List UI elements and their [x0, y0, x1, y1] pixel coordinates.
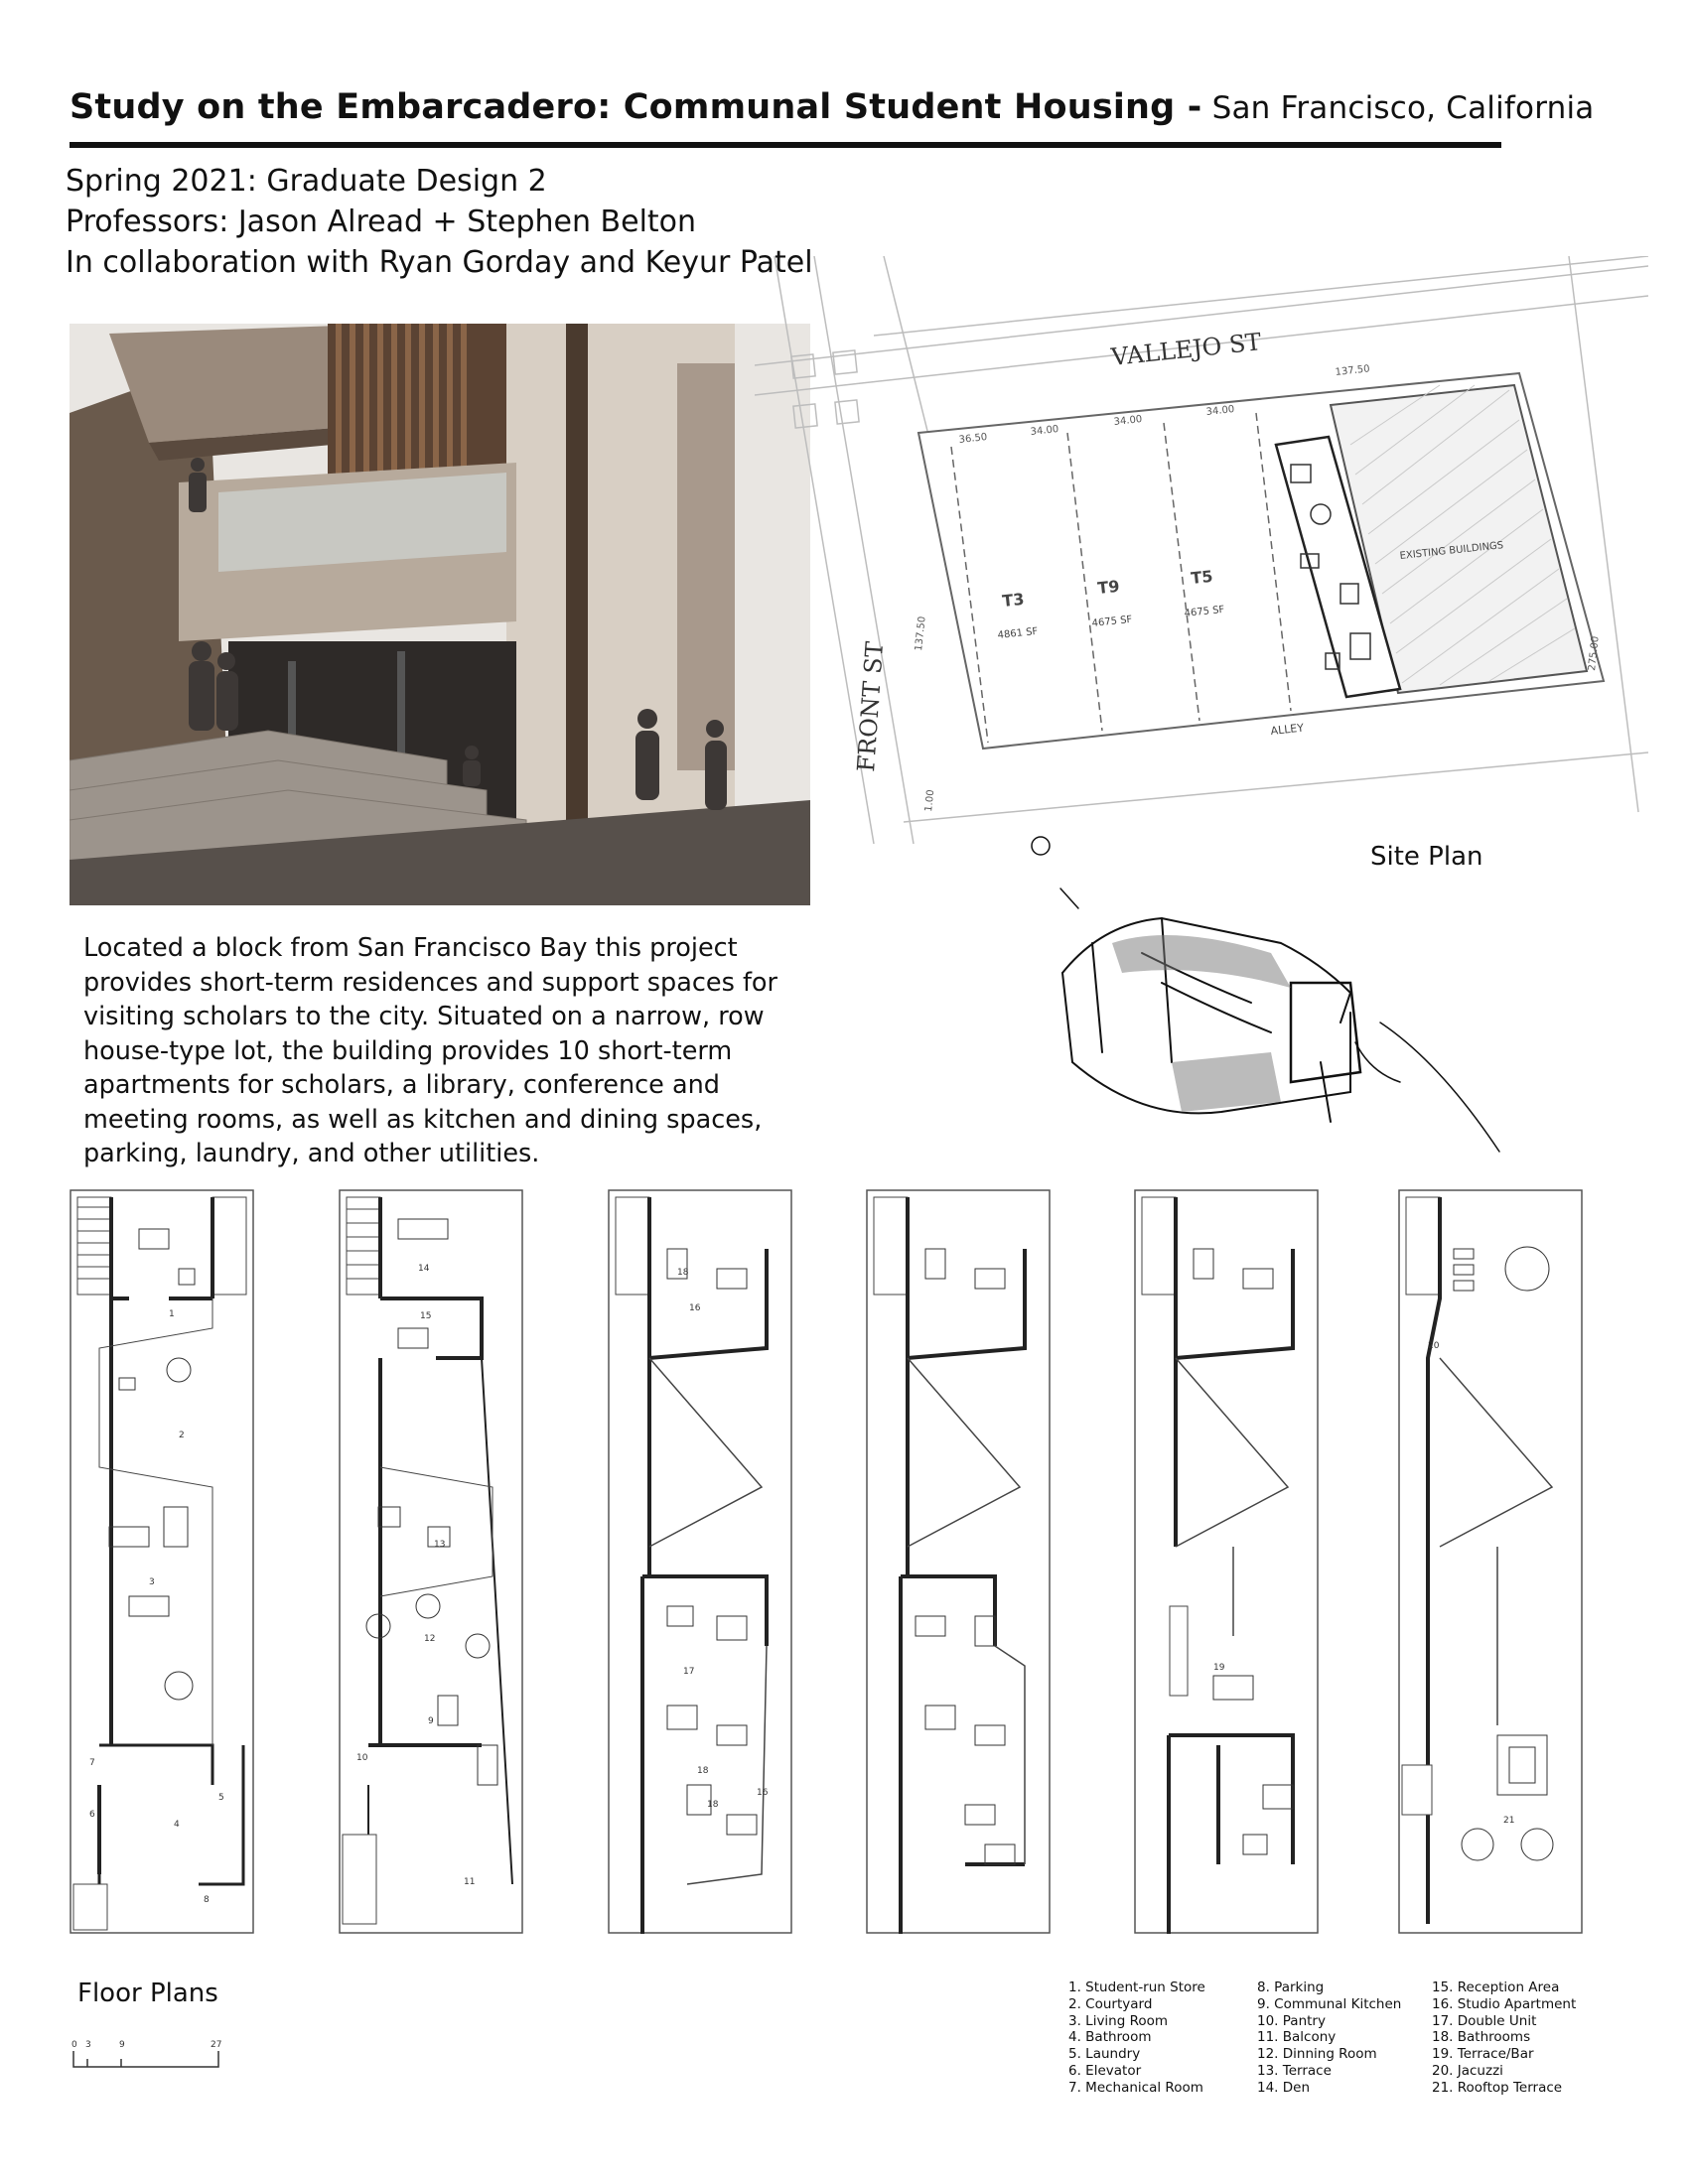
legend-item: 13. Terrace: [1257, 2062, 1332, 2079]
plan-2-label-10: 10: [356, 1753, 368, 1763]
plan-1-label-7: 7: [89, 1758, 95, 1768]
dim-4: 34.00: [1205, 404, 1235, 418]
plan-1-label-3: 3: [149, 1577, 155, 1587]
lot-t9-area: 4675 SF: [1091, 614, 1133, 629]
plan-3-label-18c: 18: [707, 1800, 719, 1810]
legend-column-3: [1432, 1979, 1576, 2097]
plan-6-label-20: 20: [1428, 1341, 1440, 1351]
plan-2-label-15: 15: [420, 1311, 432, 1321]
scale-label-0: 0: [71, 2040, 77, 2050]
floor-plan-2: [339, 1189, 523, 1934]
plan-5-label-19: 19: [1213, 1663, 1225, 1673]
professors-line: Professors: Jason Alread + Stephen Belton: [66, 205, 697, 239]
lot-t3-label: T3: [1001, 589, 1026, 611]
plan-2-label-9: 9: [428, 1716, 434, 1726]
legend-item: 1. Student-run Store: [1068, 1979, 1205, 1995]
lot-t5-area: 4675 SF: [1184, 604, 1225, 619]
legend-item: 3. Living Room: [1068, 2012, 1169, 2029]
legend-item: 12. Dinning Room: [1257, 2046, 1377, 2063]
legend-item: 21. Rooftop Terrace: [1432, 2079, 1563, 2096]
floor-plan-6: [1398, 1189, 1583, 1934]
legend-item: 8. Parking: [1257, 1979, 1325, 1995]
dim-7: 275.00: [1587, 635, 1602, 672]
plan-3-label-16a: 16: [689, 1303, 701, 1313]
plan-2-label-14: 14: [418, 1264, 430, 1274]
legend-item: 6. Elevator: [1068, 2062, 1142, 2079]
title-rule: [70, 142, 1501, 148]
title-text: Study on the Embarcadero: Communal Student Housing -: [70, 87, 1202, 127]
floor-plan-1: [70, 1189, 254, 1934]
legend-item: 14. Den: [1257, 2079, 1311, 2096]
legend-item: 11. Balcony: [1257, 2029, 1337, 2046]
site-plan-drawing: [755, 256, 1648, 844]
legend-item: 18. Bathrooms: [1432, 2029, 1531, 2046]
lot-t5-label: T5: [1190, 566, 1214, 588]
plan-2-label-11: 11: [464, 1877, 476, 1887]
term-line: Spring 2021: Graduate Design 2: [66, 164, 547, 199]
scale-bar: [71, 2037, 230, 2079]
axonometric-sketch-image: [1023, 824, 1539, 1171]
title-location: San Francisco, California: [1201, 90, 1595, 126]
floor-plan-5: [1134, 1189, 1319, 1934]
plan-1-label-8: 8: [204, 1895, 210, 1905]
dim-3: 34.00: [1113, 414, 1143, 428]
project-description: Located a block from San Francisco Bay this project provides short-term residences and support spaces for visiting scholars to the city. Situated on a narrow, row house-type lot, the building provides 10 short-term apartments for scholars, a library, conference and meeting rooms, as well as kitchen and dining spaces, parking, laundry, and other utilities.: [83, 933, 778, 1168]
plan-1-label-6: 6: [89, 1810, 95, 1820]
plan-3-label-16b: 16: [757, 1788, 769, 1798]
plan-1-label-4: 4: [174, 1820, 180, 1830]
plan-2-label-12: 12: [424, 1634, 436, 1644]
street-label-front: FRONT ST: [852, 640, 890, 773]
floor-plan-4: [866, 1189, 1051, 1934]
collaboration-line: In collaboration with Ryan Gorday and Keyur Patel: [66, 245, 813, 280]
legend-item: 10. Pantry: [1257, 2012, 1326, 2029]
street-rendering-image: [70, 324, 810, 905]
existing-buildings-label: EXISTING BUILDINGS: [1399, 540, 1504, 562]
scale-label-3: 3: [85, 2040, 91, 2050]
scale-label-9: 9: [119, 2040, 125, 2050]
legend-item: 16. Studio Apartment: [1432, 1995, 1577, 2012]
plan-3-label-17: 17: [683, 1667, 695, 1677]
legend-column-2: [1257, 1979, 1401, 2097]
plan-1-label-1: 1: [169, 1309, 175, 1319]
plan-1-label-5: 5: [218, 1793, 224, 1803]
lot-t3-area: 4861 SF: [997, 625, 1039, 641]
plan-3-label-18a: 18: [677, 1268, 689, 1278]
dim-5: 137.50: [1335, 363, 1371, 378]
legend-item: 7. Mechanical Room: [1068, 2079, 1203, 2096]
dim-2: 34.00: [1030, 424, 1059, 438]
floor-plan-3: [608, 1189, 792, 1934]
dim-8: 1.00: [923, 789, 937, 813]
street-label-vallejo: VALLEJO ST: [1109, 328, 1263, 371]
plan-2-label-13: 13: [434, 1540, 446, 1550]
lot-t9-label: T9: [1096, 576, 1121, 598]
floor-plans-caption: Floor Plans: [77, 1979, 218, 2008]
site-plan-caption: Site Plan: [1370, 842, 1483, 872]
legend-item: 20. Jacuzzi: [1432, 2062, 1503, 2079]
legend-item: 5. Laundry: [1068, 2046, 1141, 2063]
legend-column-1: [1068, 1979, 1205, 2097]
legend-item: 4. Bathroom: [1068, 2029, 1152, 2046]
plan-3-label-18b: 18: [697, 1766, 709, 1776]
legend-item: 2. Courtyard: [1068, 1995, 1153, 2012]
page-title: [70, 87, 1594, 127]
dim-6: 137.50: [914, 615, 928, 652]
legend-item: 19. Terrace/Bar: [1432, 2046, 1534, 2063]
scale-label-27: 27: [211, 2040, 222, 2050]
legend-item: 9. Communal Kitchen: [1257, 1995, 1402, 2012]
plan-1-label-2: 2: [179, 1431, 185, 1440]
legend-item: 15. Reception Area: [1432, 1979, 1560, 1995]
legend-item: 17. Double Unit: [1432, 2012, 1537, 2029]
plan-6-label-21: 21: [1503, 1816, 1515, 1826]
street-label-alley: ALLEY: [1269, 721, 1305, 738]
dim-1: 36.50: [958, 432, 988, 446]
